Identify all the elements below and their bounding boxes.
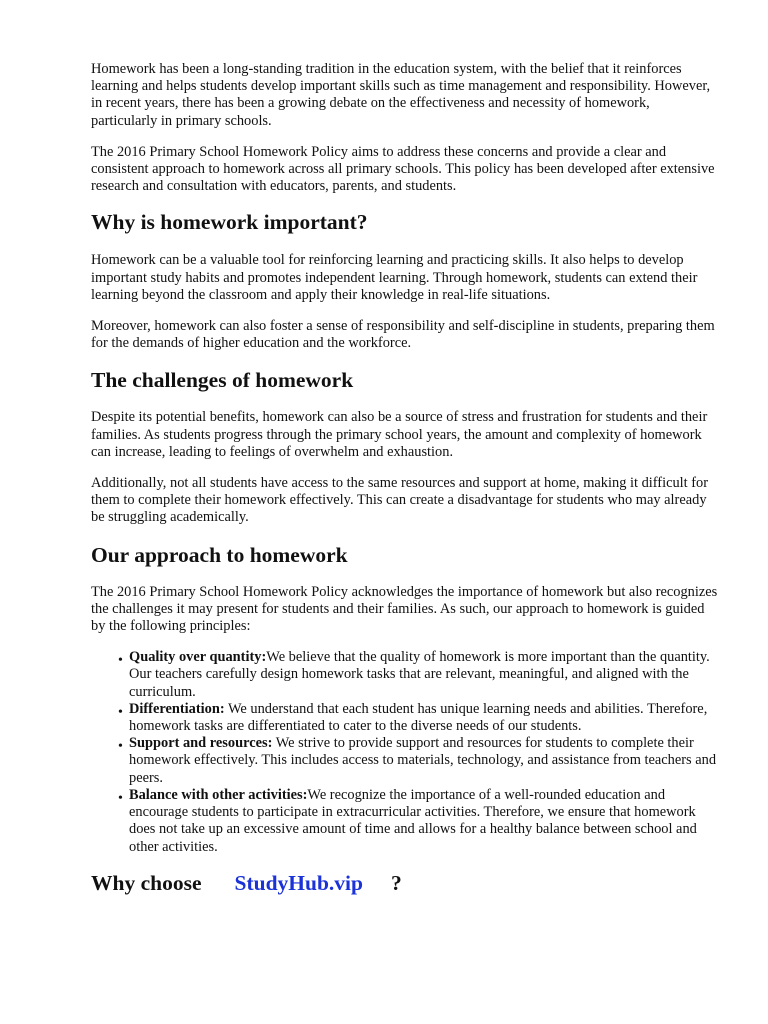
why-important-paragraph-2: Moreover, homework can also foster a sense of responsibility and self-discipline in students, preparing them for the demands of higher education and the workforce. [91,318,715,352]
list-item [120,649,719,701]
principle-title: Quality over quantity: [129,649,267,666]
bullet-icon: • [118,739,123,755]
list-item [120,701,719,735]
studyhub-link[interactable]: StudyHub.vip [234,870,363,895]
principle-text: We believe that the quality of homework is more important than the quantity. Our teachers carefully design homework tasks that are relevant, meaningful, and aligned with the curriculum. [129,649,710,700]
heading-challenges: The challenges of homework [91,368,354,393]
document-page [91,61,719,896]
bullet-icon: • [118,653,123,669]
why-choose-prefix: Why choose [91,870,202,895]
list-item [120,735,719,787]
principle-text: We recognize the importance of a well-rounded education and encourage students to participate in extracurricular activities. Therefore, we ensure that homework does not take up an excessive amount of time and allows for a healthy balance between school and other activities. [129,786,697,855]
approach-paragraph-1: The 2016 Primary School Homework Policy acknowledges the importance of homework but also recognizes the challenges it may present for students and their families. As such, our approach to homework is guided by the following principles: [91,583,718,635]
principle-title: Support and resources: [129,735,273,752]
list-item [120,787,719,856]
principle-title: Differentiation: [129,700,225,717]
principle-text: We understand that each student has unique learning needs and abilities. Therefore, homework tasks are differentiated to cater to the diverse needs of our students. [129,700,708,735]
bullet-icon: • [118,790,123,806]
bullet-icon: • [118,704,123,720]
heading-why-choose [91,870,719,896]
heading-approach: Our approach to homework [91,542,348,567]
why-important-paragraph-1: Homework can be a valuable tool for reinforcing learning and practicing skills. It also helps to develop important study habits and promotes independent learning. Through homework, students can extend their learning beyond the classroom and apply their knowledge in real-life situations. [91,252,698,303]
principles-list [91,649,719,855]
challenges-paragraph-1: Despite its potential benefits, homework can also be a source of stress and frustration for students and their families. As students progress through the primary school years, the amount and complexity of homework can increase, leading to feelings of overwhelm and exhaustion. [91,409,708,460]
question-mark: ? [390,870,402,895]
heading-why-important: Why is homework important? [91,210,368,235]
principle-title: Balance with other activities: [129,786,308,803]
intro-paragraph-2: The 2016 Primary School Homework Policy aims to address these concerns and provide a clear and consistent approach to homework across all primary schools. This policy has been developed after extensive research and consultation with educators, parents, and students. [91,143,715,195]
intro-paragraph-1: Homework has been a long-standing tradition in the education system, with the belief that it reinforces learning and helps students develop important skills such as time management and responsibility. However, in recent years, there has been a growing debate on the effectiveness and necessity of homework, particularly in primary schools. [91,61,711,129]
principle-text: We strive to provide support and resources for students to complete their homework effectively. This includes access to materials, technology, and assistance from teachers and peers. [129,735,717,786]
challenges-paragraph-2: Additionally, not all students have access to the same resources and support at home, making it difficult for them to complete their homework effectively. This can create a disadvantage for students who may already be struggling academically. [91,475,709,526]
